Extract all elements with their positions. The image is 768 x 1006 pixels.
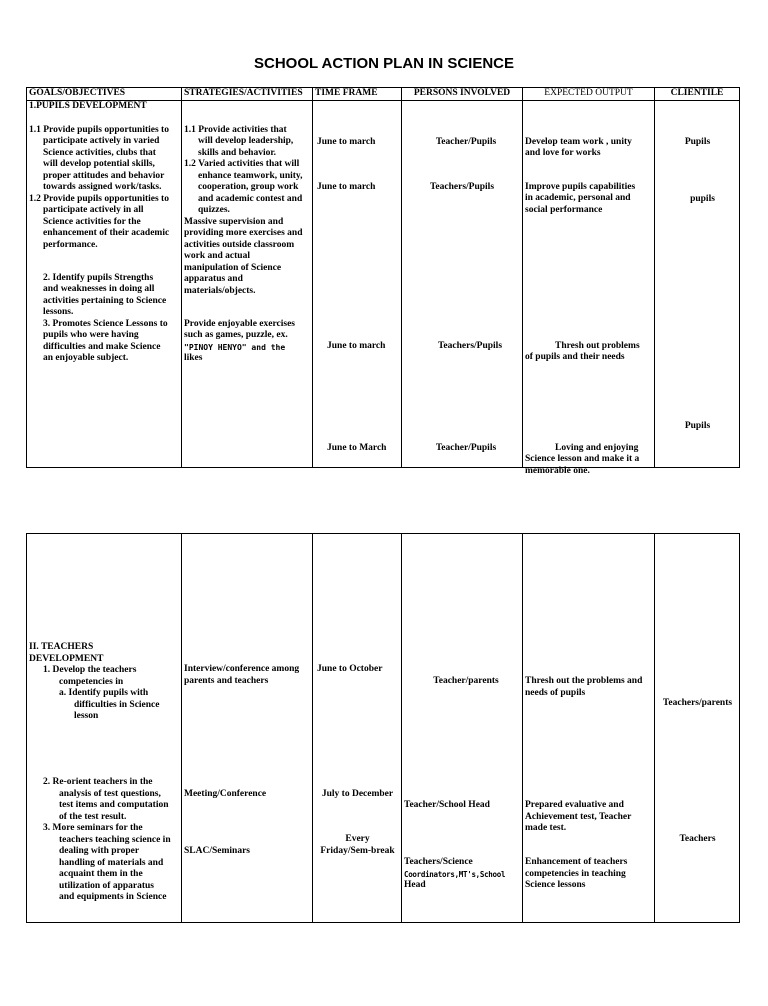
teachers-time-3: Every Friday/Sem-break: [320, 834, 395, 856]
time-frame-cell: [313, 100, 402, 467]
header-expected-output: EXPECTED OUTPUT: [523, 88, 655, 101]
persons-3: Teachers/Pupils: [437, 340, 503, 351]
teachers-output-1: Thresh out the problems and needs of pupils: [525, 676, 643, 698]
teachers-output-3: Enhancement of teachers competencies in teaching Science lessons: [525, 857, 628, 890]
teachers-goals-2: 2. Re-orient teachers in the analysis of test questions, test items and computation of the test result. 3. More seminars for the teachers teaching science in dealing with proper handling of materials and acquaint them in the utilization of apparatus and equipments in Science: [43, 777, 171, 902]
table-row: [27, 534, 740, 923]
time-frame-3: June to march: [327, 340, 386, 351]
persons-4: Teacher/Pupils: [435, 442, 497, 453]
goals-cell: [27, 100, 182, 467]
header-strategies: STRATEGIES/ACTIVITIES: [182, 88, 313, 101]
persons-cell: [402, 100, 523, 467]
clientele-2: pupils: [690, 193, 715, 204]
teachers-persons-2: Teacher/School Head: [404, 800, 490, 810]
time-frame-2: June to march: [317, 181, 376, 192]
teachers-time-1: June to October: [317, 664, 383, 674]
expected-output-cell: [523, 100, 655, 476]
strategy-2: Meeting/Conference: [184, 789, 267, 799]
teachers-clientele-cell: [655, 534, 740, 923]
header-goals: GOALS/OBJECTIVES: [27, 88, 182, 101]
goals-list: 1.1 Provide pupils opportunities to participate actively in varied Science activities, clubs that will develop potential skills, proper attitudes and behavior towards assigned work/tasks. 1.2 Provide pupils opportunities to participate actively in all Science activities for the enhancement of their academic performance.: [29, 124, 170, 250]
teachers-strategies-cell: [182, 534, 313, 923]
strategy-1: Interview/conference among parents and teachers: [184, 664, 300, 686]
goals-list-2: 2. Identify pupils Strengths and weaknesses in doing all activities pertaining to Science lessons. 3. Promotes Science Lessons to pupils who were having difficulties and make Science an enjoyable subject.: [43, 272, 168, 363]
header-clientele: CLIENTILE: [655, 88, 740, 101]
section-heading: 1.PUPILS DEVELOPMENT: [29, 100, 147, 111]
strategies-list-2: Provide enjoyable exercises such as games, puzzle, ex. "PINOY HENYO" and the likes: [184, 318, 295, 363]
action-plan-table-2: [26, 533, 740, 923]
clientele-3: Pupils: [684, 420, 711, 431]
persons-2: Teachers/Pupils: [429, 181, 495, 192]
header-time-frame: TIME FRAME: [313, 88, 402, 101]
strategies-list: 1.1 Provide activities that will develop leadership, skills and behavior. 1.2 Varied activities that will enhance teamwork, unity, cooperation, group work and academic contest and quizzes. Massive supervision and providing more exercises and activities outside classroom work and actual manipulation of Science apparatus and materials/objects.: [184, 124, 303, 296]
teachers-output-cell: [523, 534, 655, 923]
teachers-goals-cell: [27, 534, 182, 923]
output-3: Thresh out problems of pupils and their needs: [525, 340, 640, 362]
clientele-1: Pupils: [684, 136, 711, 147]
teachers-time-cell: [313, 534, 402, 923]
table-row: [27, 100, 740, 467]
action-plan-table-1: [26, 87, 740, 476]
teachers-persons-1: Teacher/parents: [433, 676, 499, 686]
header-persons-involved: PERSONS INVOLVED: [402, 88, 523, 101]
table-header-row: [27, 88, 740, 101]
page-title: SCHOOL ACTION PLAN IN SCIENCE: [253, 55, 515, 72]
teachers-clientele-2: Teachers: [679, 834, 716, 844]
teachers-persons-3: Teachers/Science Coordinators,MT's,School Head: [404, 857, 506, 890]
persons-1: Teacher/Pupils: [435, 136, 497, 147]
teachers-output-2: Prepared evaluative and Achievement test, Teacher made test.: [525, 800, 632, 833]
output-1: Develop team work , unity and love for works: [525, 136, 632, 158]
time-frame-4: June to March: [327, 442, 387, 453]
teachers-persons-cell: [402, 534, 523, 923]
strategies-cell: [182, 100, 313, 467]
time-frame-1: June to march: [317, 136, 376, 147]
teachers-goals: II. TEACHERS DEVELOPMENT 1. Develop the teachers competencies in a. Identify pupils with difficulties in Science lesson: [29, 642, 160, 721]
strategy-3: SLAC/Seminars: [184, 846, 250, 856]
output-4: Loving and enjoying Science lesson and make it a memorable one.: [525, 442, 640, 476]
clientele-cell: [655, 100, 740, 467]
teachers-time-2: July to December: [321, 789, 394, 799]
teachers-clientele-1: Teachers/parents: [662, 698, 733, 708]
output-2: Improve pupils capabilities in academic, personal and social performance: [525, 181, 636, 215]
